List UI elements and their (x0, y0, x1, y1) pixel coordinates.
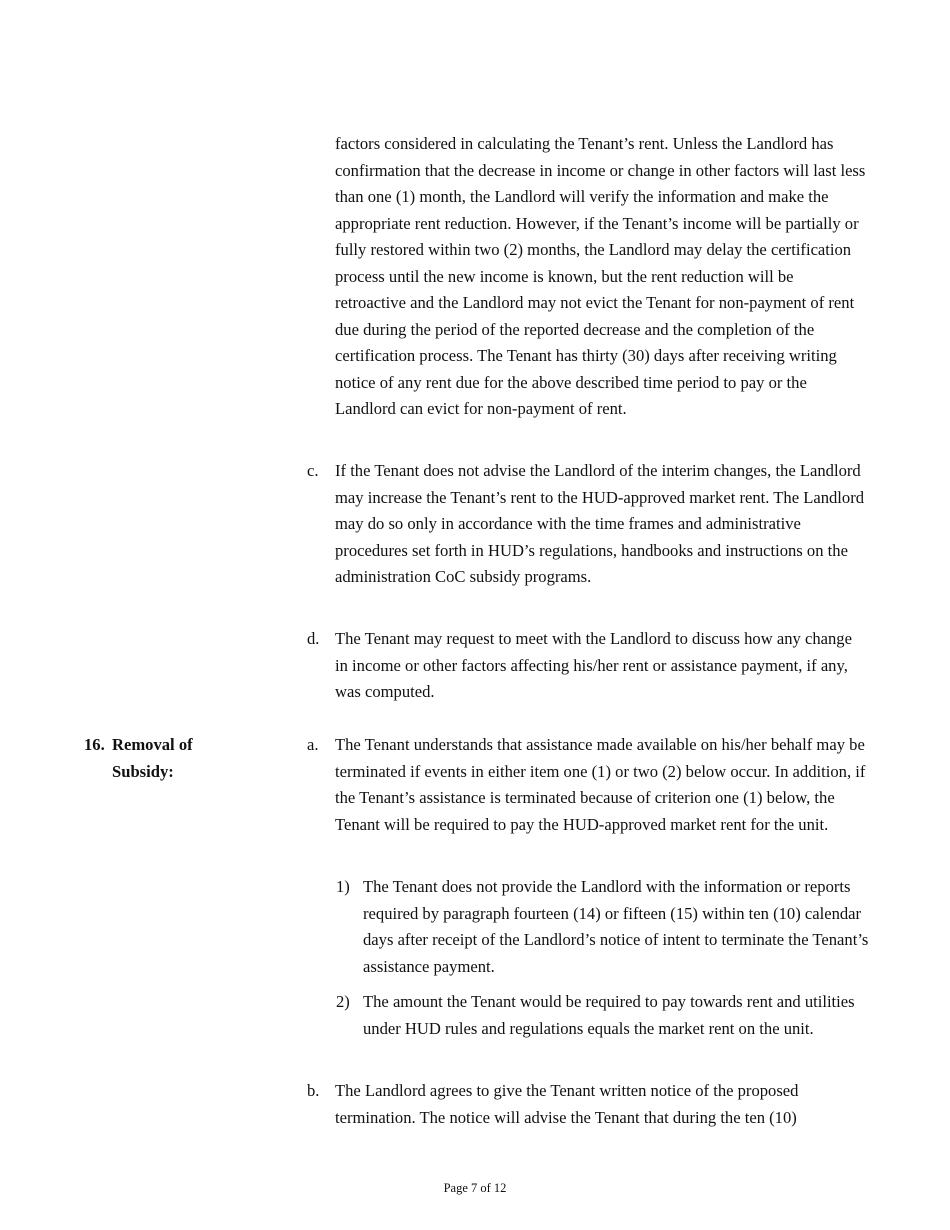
item-16b-paragraph: The Landlord agrees to give the Tenant written notice of the proposed termination. The notice will advise the Tenant that during the ten (10) (335, 1081, 799, 1127)
section-16-number: 16. (84, 735, 105, 754)
item-16b-marker: b. (307, 1081, 320, 1100)
section-16-title-line2: Subsidy: (112, 762, 174, 781)
item-d-marker: d. (307, 629, 320, 648)
sub-item-1-marker: 1) (336, 877, 350, 896)
section-16-title-line1: Removal of (112, 735, 193, 754)
continuation-paragraph: factors considered in calculating the Tenant’s rent. Unless the Landlord has confirmation that the decrease in income or change in other factors will last less than one (1) month, the Landlord will verify the information and make the appropriate rent reduction. However, if the Tenant’s income will be partially or fully restored within two (2) months, the Landlord may delay the certification process until the new income is known, but the rent reduction will be retroactive and the Landlord may not evict the Tenant for non-payment of rent due during the period of the reported decrease and the completion of the certification process. The Tenant has thirty (30) days after receiving writing notice of any rent due for the above described time period to pay or the Landlord can evict for non-payment of rent. (335, 134, 866, 418)
item-16a-paragraph: The Tenant understands that assistance made available on his/her behalf may be terminated if events in either item one (1) or two (2) below occur. In addition, if the Tenant’s assistance is terminated because of criterion one (1) below, the Tenant will be required to pay the HUD-approved market rent for the unit. (335, 735, 866, 834)
page-number-footer: Page 7 of 12 (443, 1181, 507, 1195)
item-16a-marker: a. (307, 735, 319, 754)
item-c-paragraph: If the Tenant does not advise the Landlord of the interim changes, the Landlord may increase the Tenant’s rent to the HUD-approved market rent. The Landlord may do so only in accordance with the time frames and administrative procedures set forth in HUD’s regulations, handbooks and instructions on the administration CoC subsidy programs. (335, 461, 865, 586)
sub-item-1-paragraph: The Tenant does not provide the Landlord with the information or reports required by paragraph fourteen (14) or fifteen (15) within ten (10) calendar days after receipt of the Landlord’s notice of intent to terminate the Tenant’s assistance payment. (363, 877, 869, 976)
item-c-marker: c. (307, 461, 319, 480)
sub-item-2-marker: 2) (336, 992, 350, 1011)
sub-item-2-paragraph: The amount the Tenant would be required to pay towards rent and utilities under HUD rules and regulations equals the market rent on the unit. (363, 992, 855, 1038)
item-d-paragraph: The Tenant may request to meet with the Landlord to discuss how any change in income or other factors affecting his/her rent or assistance payment, if any, was computed. (335, 629, 852, 701)
